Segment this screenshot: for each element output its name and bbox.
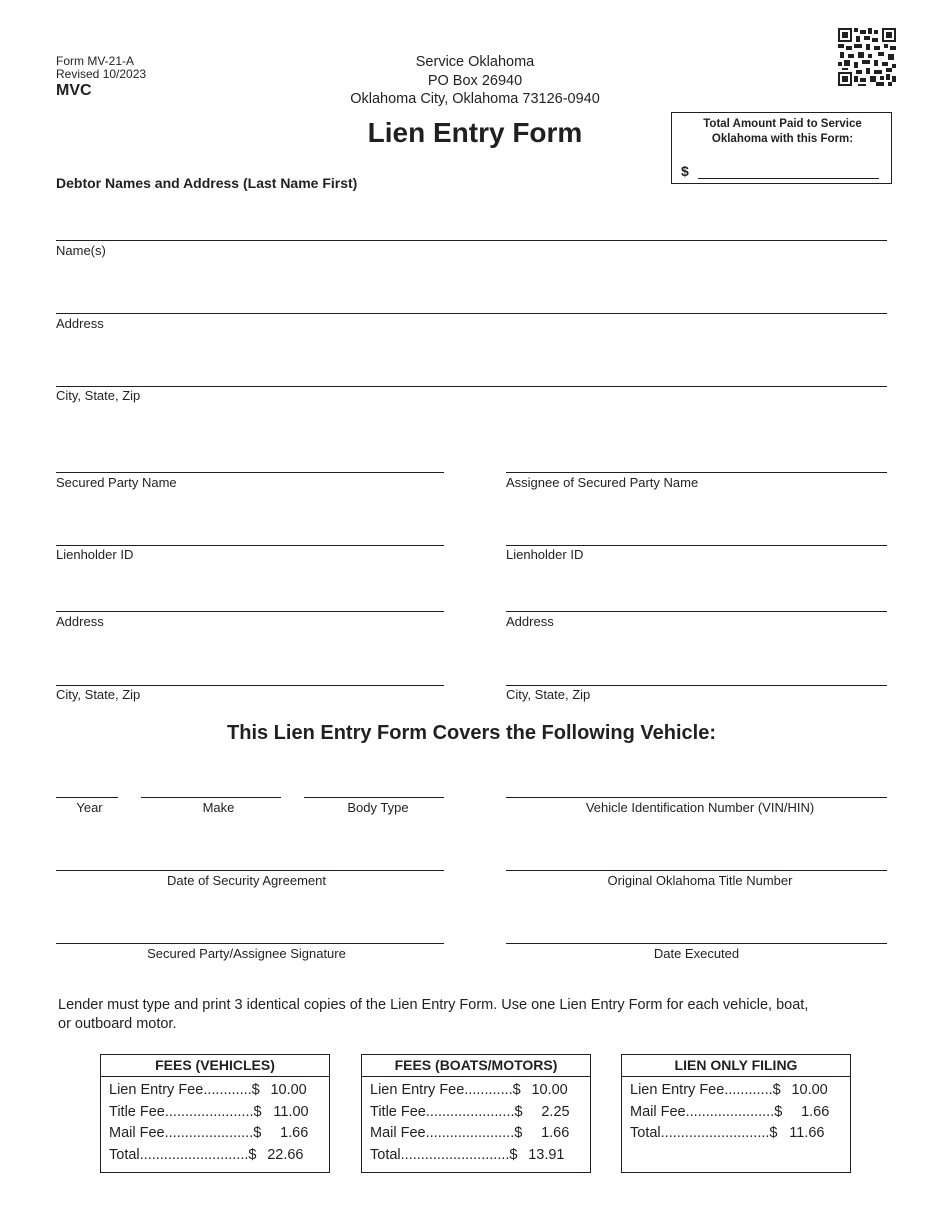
instructions (58, 996, 908, 1034)
signature-label: Secured Party/Assignee Signature (147, 946, 346, 961)
assignee-lienholder-label: Lienholder ID (506, 547, 584, 562)
debtor-address-label: Address (56, 316, 104, 331)
debtor-names-label: Name(s) (56, 243, 106, 258)
signature-input[interactable] (56, 943, 444, 944)
fee-label: Total (370, 1146, 401, 1163)
revised-date: Revised 10/2023 (56, 67, 147, 81)
fee-currency: $ (514, 1125, 523, 1141)
fee-currency: $ (253, 1125, 262, 1141)
fee-currency: $ (509, 1146, 518, 1163)
fee-row: Lien Entry Fee............$ 10.00 (101, 1080, 329, 1102)
vehicle-vin-input[interactable] (506, 797, 887, 798)
fee-amount: 10.00 (791, 1082, 828, 1098)
fee-label: Title Fee (370, 1103, 426, 1120)
fee-label: Lien Entry Fee (630, 1082, 725, 1098)
fees-boats-rows (362, 1077, 590, 1166)
fees-vehicles-box (100, 1054, 330, 1173)
vehicle-year-input[interactable] (56, 797, 118, 798)
security-agreement-date-input[interactable] (56, 870, 444, 871)
vehicle-body-input[interactable] (304, 797, 444, 798)
debtor-city-label: City, State, Zip (56, 388, 141, 403)
security-agreement-date-label: Date of Security Agreement (167, 873, 326, 888)
fee-row: Title Fee......................$ 11.00 (101, 1102, 329, 1124)
instructions-line-1: Lender must type and print 3 identical copies of the Lien Entry Form. Use one Lien Entry Form for each vehicle, boat, (58, 997, 809, 1013)
qr-code-icon (838, 28, 896, 86)
fee-label: Total (109, 1146, 140, 1163)
fee-amount: 2.25 (541, 1103, 570, 1120)
fee-amount: 10.00 (270, 1082, 307, 1098)
fee-amount: 1.66 (280, 1125, 309, 1141)
fees-vehicles-heading: FEES (VEHICLES) (101, 1055, 329, 1077)
assignee-city-label: City, State, Zip (506, 687, 591, 702)
fee-amount: 22.66 (267, 1146, 304, 1163)
amount-paid-box (671, 112, 892, 184)
fee-currency: $ (253, 1103, 262, 1120)
instructions-line-2: or outboard motor. (58, 1016, 177, 1032)
debtor-city-input[interactable] (56, 386, 887, 387)
fee-row: Lien Entry Fee............$ 10.00 (622, 1080, 850, 1102)
amount-paid-input[interactable] (698, 178, 879, 179)
fees-lien-only-heading: LIEN ONLY FILING (622, 1055, 850, 1077)
fee-amount: 1.66 (801, 1103, 830, 1120)
assignee-address-input[interactable] (506, 611, 887, 612)
secured-party-city-label: City, State, Zip (56, 687, 141, 702)
fee-row: Total...........................$ 22.66 (101, 1145, 329, 1167)
secured-party-lienholder-input[interactable] (56, 545, 444, 546)
secured-party-lienholder-label: Lienholder ID (56, 547, 134, 562)
secured-party-city-input[interactable] (56, 685, 444, 686)
fee-currency: $ (514, 1103, 523, 1120)
date-executed-input[interactable] (506, 943, 887, 944)
fee-currency: $ (248, 1146, 257, 1163)
fees-boats-heading: FEES (BOATS/MOTORS) (362, 1055, 590, 1077)
fees-vehicles-rows (101, 1077, 329, 1166)
secured-party-address-label: Address (56, 614, 104, 629)
fee-amount: 10.00 (531, 1082, 568, 1098)
fee-row: Mail Fee......................$ 1.66 (362, 1123, 590, 1145)
agency-name: Service Oklahoma (415, 54, 535, 70)
fee-amount: 1.66 (541, 1125, 570, 1141)
fee-label: Lien Entry Fee (370, 1082, 465, 1098)
fee-label: Mail Fee (370, 1125, 426, 1141)
debtor-names-input[interactable] (56, 240, 887, 241)
fee-label: Lien Entry Fee (109, 1082, 204, 1098)
fees-lien-only-rows (622, 1077, 850, 1145)
amount-paid-currency: $ (681, 163, 689, 179)
fee-currency: $ (769, 1125, 778, 1141)
vehicle-vin-label: Vehicle Identification Number (VIN/HIN) (585, 800, 815, 815)
title-number-input[interactable] (506, 870, 887, 871)
fee-row: Title Fee......................$ 2.25 (362, 1102, 590, 1124)
fee-label: Total (630, 1125, 661, 1141)
fee-amount: 11.00 (273, 1103, 309, 1120)
assignee-name-input[interactable] (506, 472, 887, 473)
fee-row: Mail Fee......................$ 1.66 (622, 1102, 850, 1124)
secured-party-name-input[interactable] (56, 472, 444, 473)
fee-amount: 13.91 (528, 1146, 565, 1163)
secured-party-name-label: Secured Party Name (56, 475, 177, 490)
fee-label: Mail Fee (630, 1103, 686, 1120)
fee-currency: $ (251, 1082, 260, 1098)
assignee-city-input[interactable] (506, 685, 887, 686)
fee-currency: $ (774, 1103, 783, 1120)
debtor-address-input[interactable] (56, 313, 887, 314)
assignee-lienholder-input[interactable] (506, 545, 887, 546)
fee-currency: $ (772, 1082, 781, 1098)
agency-address (300, 53, 650, 109)
fees-lien-only-box (621, 1054, 851, 1173)
fee-label: Title Fee (109, 1103, 165, 1120)
vehicle-make-label: Make (202, 800, 235, 815)
agency-po-box: PO Box 26940 (427, 72, 523, 89)
fee-row: Lien Entry Fee............$ 10.00 (362, 1080, 590, 1102)
title-number-label: Original Oklahoma Title Number (607, 873, 793, 888)
fee-row: Total...........................$ 13.91 (362, 1145, 590, 1167)
fee-currency: $ (512, 1082, 521, 1098)
division-code: MVC (56, 82, 92, 99)
fee-row: Total...........................$ 11.66 (622, 1123, 850, 1145)
vehicle-make-input[interactable] (141, 797, 281, 798)
fee-row: Mail Fee......................$ 1.66 (101, 1123, 329, 1145)
assignee-name-label: Assignee of Secured Party Name (506, 475, 699, 490)
fees-boats-box (361, 1054, 591, 1173)
amount-paid-label: Total Amount Paid to Service Oklahoma with this Form: (703, 118, 862, 145)
vehicle-body-label: Body Type (347, 800, 409, 815)
form-number: Form MV-21-A (56, 54, 135, 68)
vehicle-heading: This Lien Entry Form Covers the Following Vehicle: (227, 722, 716, 744)
fee-label: Mail Fee (109, 1125, 165, 1141)
fee-amount: 11.66 (789, 1125, 825, 1141)
page-title: Lien Entry Form (367, 117, 583, 148)
agency-city: Oklahoma City, Oklahoma 73126-0940 (350, 91, 600, 107)
secured-party-address-input[interactable] (56, 611, 444, 612)
date-executed-label: Date Executed (653, 946, 740, 961)
vehicle-year-label: Year (76, 800, 103, 815)
debtor-heading: Debtor Names and Address (Last Name First) (56, 175, 358, 191)
assignee-address-label: Address (506, 614, 554, 629)
